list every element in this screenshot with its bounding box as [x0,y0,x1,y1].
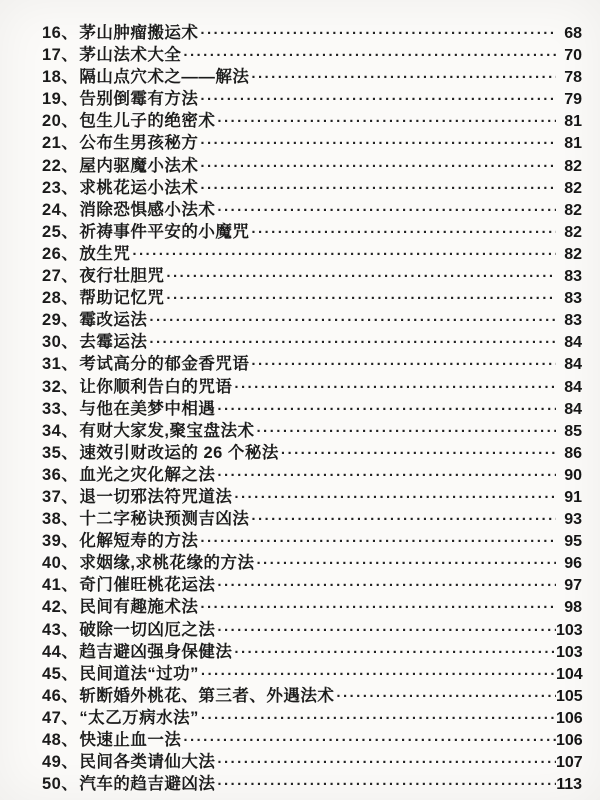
dot-leader [249,509,556,531]
toc-entry-number: 43、 [42,620,79,639]
dot-leader [147,310,556,332]
toc-entry-page: 84 [564,400,582,418]
toc-entry-label [42,442,279,464]
toc-row [42,464,582,486]
dot-leader [334,686,556,708]
toc-entry-number: 33、 [42,399,79,418]
toc-entry-title: 让你顺利告白的咒语 [79,377,233,396]
toc-entry-label [42,398,215,420]
toc-entry-number: 32、 [42,377,79,396]
toc-entry-number: 22、 [42,156,79,175]
toc-entry-title: 去霉运法 [79,333,148,352]
dot-leader [232,377,556,399]
toc-entry-page: 93 [564,511,582,529]
toc-entry-number: 39、 [42,532,79,551]
toc-entry-number: 35、 [42,443,79,462]
dot-leader [130,244,556,266]
toc-row [42,486,582,508]
dot-leader [198,89,556,111]
toc-entry-title: 夜行壮胆咒 [79,267,165,286]
toc-entry-title: 求桃花运小法术 [79,178,199,197]
toc-entry-label [42,552,254,574]
toc-entry-label [42,486,232,508]
toc-entry-title: 放生咒 [79,244,131,263]
toc-entry-page: 86 [564,444,582,462]
toc-entry-title: 十二字秘诀预测吉凶法 [79,510,250,529]
dot-leader [199,664,556,686]
toc-row [42,508,582,530]
toc-entry-page: 83 [564,290,582,308]
toc-entry-title: 屋内驱魔小法术 [79,156,199,175]
toc-entry-page: 81 [564,135,582,153]
toc-entry-page: 103 [556,643,583,661]
toc-row [42,22,582,44]
toc-entry-number: 28、 [42,289,79,308]
toc-entry-label [42,155,198,177]
toc-list [42,22,582,795]
toc-row [42,685,582,707]
toc-entry-title: 求姻缘,求桃花缘的方法 [79,554,255,573]
toc-entry-page: 82 [564,223,582,241]
toc-entry-number: 26、 [42,244,79,263]
toc-entry-title: 消除恐惧感小法术 [79,200,216,219]
toc-row [42,420,582,442]
toc-row [42,132,582,154]
toc-entry-page: 85 [564,422,582,440]
toc-entry-page: 104 [556,665,583,683]
toc-row [42,619,582,641]
dot-leader [215,111,556,133]
toc-row [42,331,582,353]
toc-entry-number: 25、 [42,222,79,241]
toc-entry-label [42,221,249,243]
toc-entry-number: 23、 [42,178,79,197]
toc-entry-label [42,751,215,773]
toc-entry-label [42,464,215,486]
dot-leader [164,266,556,288]
toc-entry-number: 19、 [42,90,79,109]
toc-entry-label [42,66,249,88]
toc-entry-title: “太乙万病水法” [79,708,199,727]
toc-entry-label [42,685,334,707]
toc-entry-title: 汽车的趋吉避凶法 [79,775,216,794]
toc-row [42,442,582,464]
toc-entry-title: 帮助记忆咒 [79,289,165,308]
toc-entry-page: 82 [564,201,582,219]
toc-entry-page: 107 [556,754,583,772]
toc-entry-title: 斩断婚外桃花、第三者、外遇法术 [79,686,335,705]
toc-entry-number: 45、 [42,664,79,683]
toc-entry-label [42,309,147,331]
toc-entry-number: 31、 [42,355,79,374]
toc-entry-page: 84 [564,334,582,352]
toc-entry-title: 快速止血一法 [79,731,182,749]
toc-entry-page: 98 [564,599,582,617]
toc-entry-number: 50、 [42,775,79,794]
toc-entry-number: 34、 [42,421,79,440]
toc-entry-title: 破除一切凶厄之法 [79,620,216,639]
toc-row [42,353,582,375]
toc-row [42,88,582,110]
toc-entry-number: 30、 [42,333,79,352]
toc-row [42,66,582,88]
toc-entry-page: 70 [564,47,582,65]
dot-leader [254,553,556,575]
dot-leader [249,222,556,244]
toc-entry-page: 96 [564,555,582,573]
toc-entry-label [42,574,215,596]
toc-entry-title: 奇门催旺桃花运法 [79,576,216,595]
toc-entry-label [42,44,181,66]
dot-leader [198,156,556,178]
toc-entry-title: 茅山法术大全 [79,46,182,65]
toc-entry-number: 27、 [42,267,79,286]
toc-row [42,110,582,132]
toc-entry-title: 民间有趣施术法 [79,598,199,617]
toc-entry-number: 38、 [42,510,79,529]
toc-entry-page: 78 [564,69,582,87]
toc-entry-label [42,132,198,154]
toc-entry-page: 81 [559,113,582,131]
toc-row [42,199,582,221]
toc-entry-label [42,773,215,795]
toc-entry-label [42,110,215,132]
toc-row [42,155,582,177]
toc-row [42,309,582,331]
toc-entry-page: 113 [556,776,582,794]
toc-entry-title: 有财大家发,聚宝盘法术 [79,421,255,440]
toc-entry-number: 20、 [42,112,79,131]
dot-leader [232,487,556,509]
toc-entry-label [42,420,254,442]
toc-entry-page: 103 [556,621,583,639]
toc-entry-title: 退一切邪法符咒道法 [79,487,233,506]
dot-leader [215,399,556,421]
toc-entry-number: 24、 [42,200,79,219]
dot-leader [164,288,556,310]
toc-row [42,530,582,552]
toc-row [42,44,582,66]
toc-entry-number: 16、 [42,24,79,42]
toc-row [42,751,582,773]
toc-entry-label [42,729,181,751]
dot-leader [254,421,556,443]
toc-entry-number: 47、 [42,708,79,727]
dot-leader [198,178,556,200]
toc-entry-title: 速效引财改运的 26 个秘法 [79,443,279,462]
toc-entry-page: 84 [564,356,582,374]
toc-entry-title: 血光之灾化解之法 [79,465,216,484]
toc-entry-title: 民间各类请仙大法 [79,753,216,772]
toc-entry-label [42,287,164,309]
toc-row [42,729,582,751]
toc-entry-number: 46、 [42,686,79,705]
toc-entry-label [42,265,164,287]
toc-entry-page: 83 [564,268,582,286]
toc-entry-page: 84 [564,378,582,396]
toc-entry-label [42,88,198,110]
toc-row [42,376,582,398]
dot-leader [181,45,556,67]
toc-entry-label [42,530,198,552]
toc-entry-number: 21、 [42,134,79,153]
toc-entry-page: 83 [564,312,582,330]
toc-entry-title: 霉改运法 [79,311,148,330]
dot-leader [215,465,556,487]
toc-entry-label [42,331,147,353]
dot-leader [215,575,556,597]
toc-entry-number: 17、 [42,46,79,65]
toc-entry-number: 41、 [42,576,79,595]
dot-leader [249,67,556,89]
toc-entry-title: 考试高分的郁金香咒语 [79,355,250,374]
toc-entry-page: 106 [556,732,583,749]
toc-entry-title: 化解短寿的方法 [79,532,199,551]
toc-entry-page: 105 [556,687,583,705]
toc-entry-number: 49、 [42,753,79,772]
toc-entry-label [42,508,249,530]
toc-entry-page: 90 [564,466,582,484]
toc-entry-label [42,199,215,221]
toc-entry-page: 79 [564,91,582,109]
dot-leader [198,133,556,155]
toc-entry-label [42,641,232,663]
dot-leader [232,642,556,664]
toc-entry-page: 106 [556,709,583,727]
toc-entry-title: 趋吉避凶强身保健法 [79,642,233,661]
toc-entry-number: 48、 [42,731,79,749]
toc-entry-title: 隔山点穴术之——解法 [79,68,250,87]
toc-entry-page: 68 [564,25,582,42]
toc-entry-page: 82 [564,179,582,197]
dot-leader [215,200,556,222]
toc-row [42,265,582,287]
toc-entry-page: 91 [559,488,582,506]
toc-entry-label [42,353,249,375]
toc-row [42,641,582,663]
toc-entry-title: 与他在美梦中相遇 [79,399,216,418]
toc-row [42,773,582,795]
dot-leader [215,752,556,774]
dot-leader [147,332,556,354]
toc-entry-number: 29、 [42,311,79,330]
toc-entry-title: 祈祷事件平安的小魔咒 [79,222,250,241]
toc-entry-label [42,243,130,265]
toc-entry-number: 36、 [42,465,79,484]
toc-row [42,398,582,420]
toc-entry-label [42,619,215,641]
toc-entry-number: 42、 [42,598,79,617]
toc-entry-title: 茅山肿瘤搬运术 [79,24,199,42]
toc-entry-title: 公布生男孩秘方 [79,134,199,153]
dot-leader [198,531,556,553]
dot-leader [249,354,556,376]
toc-row [42,221,582,243]
toc-row [42,177,582,199]
toc-row [42,287,582,309]
toc-row [42,663,582,685]
toc-row [42,574,582,596]
dot-leader [215,774,556,796]
toc-row [42,552,582,574]
toc-entry-page: 97 [559,577,582,595]
toc-entry-number: 37、 [42,487,79,506]
toc-entry-label [42,376,232,398]
toc-entry-title: 包生儿子的绝密术 [79,112,216,131]
dot-leader [279,443,556,465]
toc-row [42,596,582,618]
dot-leader [199,708,556,730]
toc-row [42,707,582,729]
dot-leader [198,23,556,45]
toc-entry-label [42,596,198,618]
dot-leader [198,597,556,619]
toc-entry-number: 44、 [42,642,79,661]
toc-entry-label [42,177,198,199]
toc-entry-title: 告别倒霉有方法 [79,90,199,109]
dot-leader [181,730,556,752]
toc-entry-number: 40、 [42,554,79,573]
toc-entry-number: 18、 [42,68,79,87]
toc-entry-label [42,663,199,685]
dot-leader [215,620,556,642]
toc-entry-label [42,707,199,729]
toc-row [42,243,582,265]
toc-entry-page: 82 [564,157,582,175]
toc-entry-page: 82 [564,245,582,263]
toc-entry-page: 95 [559,533,582,551]
toc-entry-title: 民间道法“过功” [79,664,199,683]
toc-entry-label [42,22,198,44]
